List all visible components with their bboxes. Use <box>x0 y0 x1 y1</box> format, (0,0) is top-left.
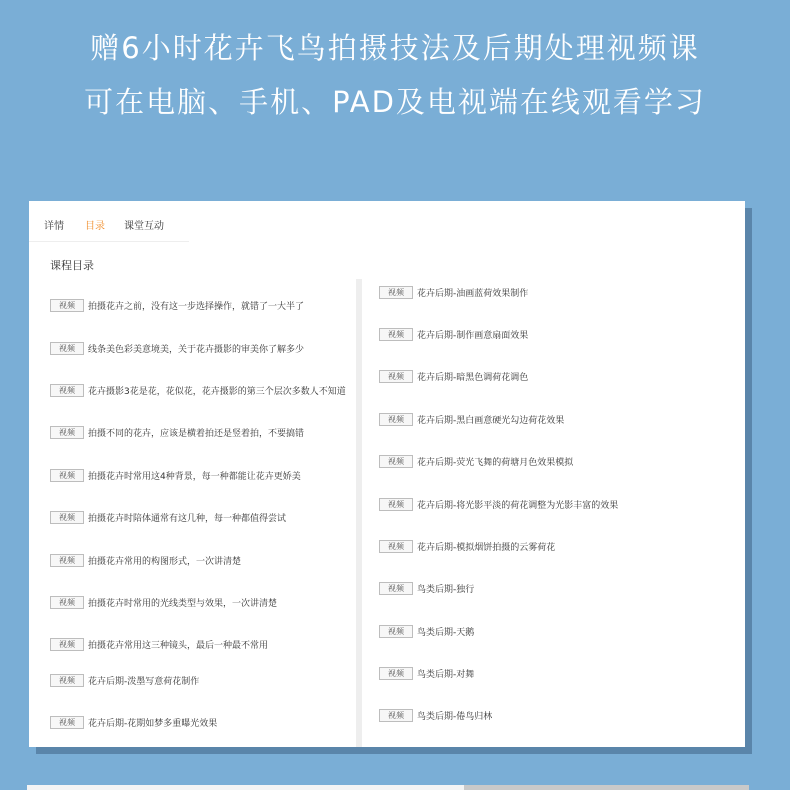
lesson-title: 鸟类后期-独行 <box>417 584 475 595</box>
video-badge: 视频 <box>379 413 413 426</box>
video-badge: 视频 <box>50 299 84 312</box>
lesson-item[interactable] <box>50 714 217 730</box>
tab-class-interaction[interactable]: 课堂互动 <box>124 221 164 232</box>
lesson-item[interactable] <box>50 382 346 398</box>
lesson-title: 拍摄花卉常用这三种镜头，最后一种最不常用 <box>88 640 269 651</box>
lesson-title: 线条美色彩美意境美，关于花卉摄影的审美你了解多少 <box>88 344 305 355</box>
video-badge: 视频 <box>50 342 84 355</box>
video-badge: 视频 <box>50 511 84 524</box>
banner-line-2: 可在电脑、手机、PAD及电视端在线观看学习 <box>84 85 706 119</box>
video-badge: 视频 <box>50 674 84 687</box>
video-badge: 视频 <box>379 498 413 511</box>
lesson-title: 拍摄花卉之前，没有这一步选择操作，就错了一大半了 <box>88 301 305 312</box>
lesson-item[interactable] <box>50 467 301 483</box>
lesson-title: 花卉后期-油画蓝荷效果制作 <box>417 288 529 299</box>
course-catalog-card <box>29 201 745 747</box>
lesson-item[interactable] <box>379 284 528 300</box>
lesson-title: 花卉后期-暗黑色调荷花调色 <box>417 372 529 383</box>
video-badge: 视频 <box>379 286 413 299</box>
column-divider <box>356 279 362 747</box>
banner-line-1: 赠6小时花卉飞鸟拍摄技法及后期处理视频课 <box>90 31 700 65</box>
video-badge: 视频 <box>50 638 84 651</box>
tab-bar <box>29 201 189 242</box>
lesson-title: 拍摄花卉时常用这4种背景，每一种都能让花卉更娇美 <box>88 471 301 482</box>
video-badge: 视频 <box>379 709 413 722</box>
video-badge: 视频 <box>379 540 413 553</box>
lesson-item[interactable] <box>379 538 555 554</box>
lesson-item[interactable] <box>379 326 528 342</box>
lesson-title: 花卉后期-花期如梦多重曝光效果 <box>88 718 218 729</box>
lesson-item[interactable] <box>50 552 241 568</box>
tab-details[interactable]: 详情 <box>44 221 64 232</box>
lesson-title: 鸟类后期-对舞 <box>417 669 475 680</box>
lesson-title: 花卉后期-黑白画意硬光勾边荷花效果 <box>417 415 565 426</box>
lesson-item[interactable] <box>379 580 474 596</box>
lesson-item[interactable] <box>50 340 304 356</box>
lesson-title: 花卉后期-制作画意扇面效果 <box>417 330 529 341</box>
video-badge: 视频 <box>379 625 413 638</box>
video-badge: 视频 <box>50 716 84 729</box>
lesson-item[interactable] <box>50 636 268 652</box>
lesson-title: 花卉后期-将光影平淡的荷花调整为光影丰富的效果 <box>417 500 619 511</box>
lesson-item[interactable] <box>379 496 618 512</box>
section-title: 课程目录 <box>50 259 94 272</box>
video-badge: 视频 <box>379 370 413 383</box>
lesson-item[interactable] <box>50 424 304 440</box>
lesson-title: 花卉摄影3花是花，花似花，花卉摄影的第三个层次多数人不知道 <box>88 386 346 397</box>
video-badge: 视频 <box>50 469 84 482</box>
lesson-title: 花卉后期-模拟烟饼拍摄的云雾荷花 <box>417 542 556 553</box>
lesson-title: 花卉后期-荧光飞舞的荷塘月色效果模拟 <box>417 457 574 468</box>
tab-catalog[interactable]: 目录 <box>85 221 105 232</box>
video-badge: 视频 <box>50 554 84 567</box>
lesson-item[interactable] <box>379 411 564 427</box>
lesson-item[interactable] <box>50 297 304 313</box>
lesson-title: 拍摄花卉时陪体通常有这几种，每一种都值得尝试 <box>88 513 287 524</box>
lesson-title: 花卉后期-泼墨写意荷花制作 <box>88 676 200 687</box>
lesson-item[interactable] <box>50 672 199 688</box>
next-section-image <box>464 785 749 790</box>
next-section-preview <box>27 785 749 790</box>
lesson-item[interactable] <box>379 707 492 723</box>
video-badge: 视频 <box>379 667 413 680</box>
lesson-title: 鸟类后期-倦鸟归林 <box>417 711 493 722</box>
lesson-item[interactable] <box>379 623 474 639</box>
lesson-title: 拍摄花卉时常用的光线类型与效果，一次讲清楚 <box>88 598 278 609</box>
lesson-title: 鸟类后期-天鹅 <box>417 627 475 638</box>
lesson-title: 拍摄不同的花卉，应该是横着拍还是竖着拍，不要搞错 <box>88 428 305 439</box>
lesson-item[interactable] <box>379 665 474 681</box>
video-badge: 视频 <box>50 426 84 439</box>
lesson-item[interactable] <box>379 368 528 384</box>
lesson-title: 拍摄花卉常用的构图形式，一次讲清楚 <box>88 556 242 567</box>
lesson-item[interactable] <box>50 509 286 525</box>
lesson-item[interactable] <box>379 453 573 469</box>
video-badge: 视频 <box>379 455 413 468</box>
video-badge: 视频 <box>379 328 413 341</box>
video-badge: 视频 <box>50 384 84 397</box>
video-badge: 视频 <box>50 596 84 609</box>
video-badge: 视频 <box>379 582 413 595</box>
lesson-item[interactable] <box>50 594 277 610</box>
